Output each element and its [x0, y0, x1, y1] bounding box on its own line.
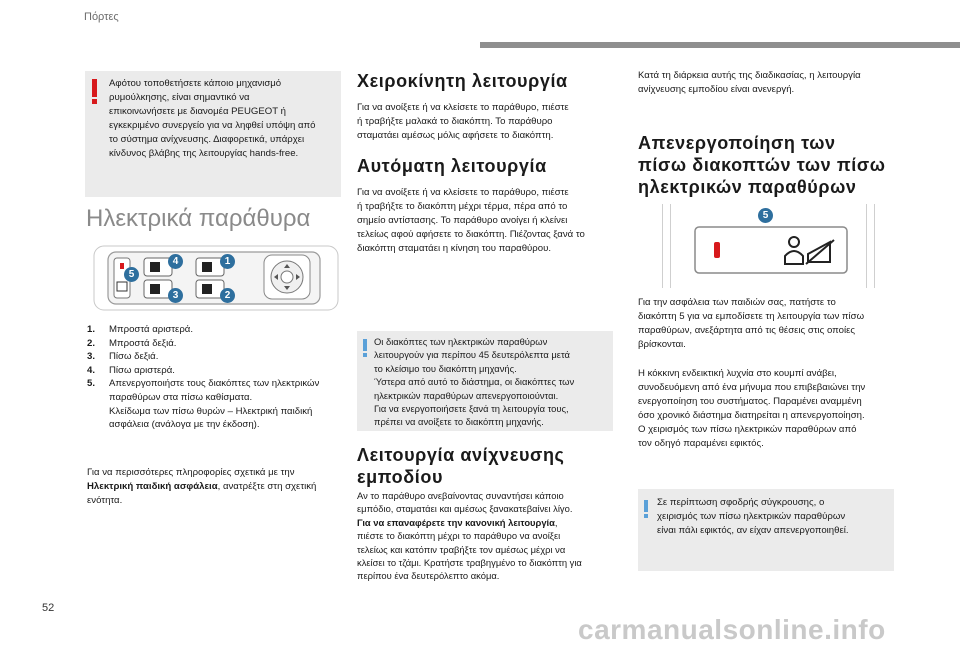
rear-switch-deactivation-title: Απενεργοποίηση των πίσω διακοπτών των πίσω ηλεκτρικών παραθύρων — [638, 133, 886, 197]
switch-legend-list — [87, 323, 347, 432]
list-item: 5. Απενεργοποιήστε τους διακόπτες των ηλεκτρικών παραθύρων στα πίσω καθίσματα. Κλείδωμα των πίσω θυρών – Ηλεκτρική παιδική ασφάλεια (ανάλογα με την έκδοση). — [87, 378, 320, 431]
warning-line: επικοινωνήσετε με διανομέα PEUGEOT ή — [109, 106, 286, 117]
child-lock-button-figure — [640, 204, 896, 288]
callout-badge-5: 5 — [758, 208, 773, 223]
warning-line: εγκεκριμένο συνεργείο για να ληφθεί υπόψη από — [109, 120, 316, 131]
info-icon-dot — [363, 353, 367, 357]
procedure-note: Κατά τη διάρκεια αυτής της διαδικασίας, η λειτουργία ανίχνευσης εμποδίου είναι ανενεργή. — [638, 70, 861, 95]
indicator-lamp-icon — [714, 242, 720, 258]
watermark: carmanualsonline.info — [578, 614, 886, 645]
warning-line: ρυμούλκησης, είναι σημαντικό να — [109, 92, 250, 103]
child-safety-link-text: Ηλεκτρική παιδική ασφάλεια — [87, 481, 218, 492]
callout-badge-2: 2 — [220, 288, 235, 303]
manual-operation-text: Για να ανοίξετε ή να κλείσετε το παράθυρο, πιέστε ή τραβήξτε μαλακά το διακόπτη. Το παράθυρο σταματάει αμέσως μόλις αφήσετε το διακόπτη. — [357, 102, 569, 141]
info-icon-dot — [644, 514, 648, 518]
indicator-lamp-description: Η κόκκινη ενδεικτική λυχνία στο κουμπί ανάβει, συνοδευόμενη από ένα μήνυμα που επιβεβαιώνει την ενεργοποίηση του συστήματος. Παραμένει αναμμένη όσο χρονικό διάστημα διατηρείται η απενεργοποίηση. Ο χειρισμός των πίσω ηλεκτρικών παραθύρων από τον οδηγό παραμένει εφικτός. — [638, 368, 866, 449]
warning-line: Αφότου τοποθετήσετε κάποιο μηχανισμό — [109, 78, 282, 89]
warning-line: το σύστημα ανίχνευσης. Διαφορετικά, υπάρχει — [109, 134, 305, 145]
list-item: 2. Μπροστά δεξιά. — [87, 337, 177, 349]
manual-operation-title: Χειροκίνητη λειτουργία — [357, 71, 568, 91]
warning-line: κίνδυνος βλάβης της λειτουργίας hands-free. — [109, 148, 299, 159]
automatic-operation-text: Για να ανοίξετε ή να κλείσετε το παράθυρο, πιέστε ή τραβήξτε το διακόπτη μέχρι τέρμα, πέρα από το σημείο αντίστασης. Το παράθυρο ανοίγει ή κλείνει τελείως αφού αφήσετε το διακόπτη. Πιέζοντας ξανά το διακόπτη σταματάει η κίνηση του παραθύρου. — [357, 187, 585, 254]
info-icon — [644, 500, 648, 512]
warning-icon — [92, 79, 97, 97]
child-lock-button-drawing — [694, 226, 848, 274]
electric-windows-title: Ηλεκτρικά παράθυρα — [86, 205, 311, 232]
info-timer-text: Οι διακόπτες των ηλεκτρικών παραθύρων λειτουργούν για περίπου 45 δευτερόλεπτα μετά το κλείσιμο του διακόπτη μηχανής. Ύστερα από αυτό το διάστημα, οι διακόπτες των ηλεκτρικών παραθύρων απενεργοποιούνται. Για να ενεργοποιήσετε ξανά τη λειτουργία τους, πρέπει να ανοίξετε το διακόπτη μηχανής. — [374, 336, 575, 428]
child-lock-instruction: Για την ασφάλεια των παιδιών σας, πατήστε το διακόπτη 5 για να εμποδίσετε τη λειτουργία των πίσω παραθύρων, ανεξάρτητα από τις θέσεις στις οποίες βρίσκονται. — [638, 297, 865, 350]
header-bar — [480, 42, 960, 48]
info-icon — [363, 339, 367, 351]
callout-badge-3: 3 — [168, 288, 183, 303]
anti-pinch-title: Λειτουργία ανίχνευσης εμποδίου — [357, 445, 565, 487]
page-number: 52 — [42, 602, 55, 614]
automatic-operation-title: Αυτόματη λειτουργία — [357, 156, 547, 176]
callout-badge-1: 1 — [220, 254, 235, 269]
window-switch-panel-figure — [86, 242, 346, 314]
list-item: 4. Πίσω αριστερά. — [87, 364, 175, 376]
list-item: 1. Μπροστά αριστερά. — [87, 324, 193, 335]
warning-text — [109, 77, 337, 161]
more-info-paragraph: Για να περισσότερες πληροφορίες σχετικά με την Ηλεκτρική παιδική ασφάλεια, ανατρέξτε στη σχετική ενότητα. — [87, 467, 317, 506]
callout-badge-4: 4 — [168, 254, 183, 269]
anti-pinch-text: Αν το παράθυρο ανεβαίνοντας συναντήσει κάποιο εμπόδιο, σταματάει και αμέσως ξανακατεβαίνει λίγο. Για να επαναφέρετε την κανονική λειτουργία, πιέστε το διακόπτη μέχρι το παράθυρο να ανοίξει τελείως και κατόπιν τραβήξτε τον αμέσως μέχρι να κλείσει το τζάμι. Κρατήστε τραβηγμένο το διακόπτη για περίπου ένα δευτερόλεπτο ακόμα. — [357, 490, 582, 582]
callout-badge-5: 5 — [124, 267, 139, 282]
list-item: 3. Πίσω δεξιά. — [87, 351, 159, 363]
warning-icon-dot — [92, 99, 97, 104]
info-collision-text: Σε περίπτωση σφοδρής σύγκρουσης, ο χειρισμός των πίσω ηλεκτρικών παραθύρων είναι πάλι εφικτός, αν είχαν απενεργοποιηθεί. — [657, 497, 849, 536]
section-title: Πόρτες — [84, 11, 119, 23]
